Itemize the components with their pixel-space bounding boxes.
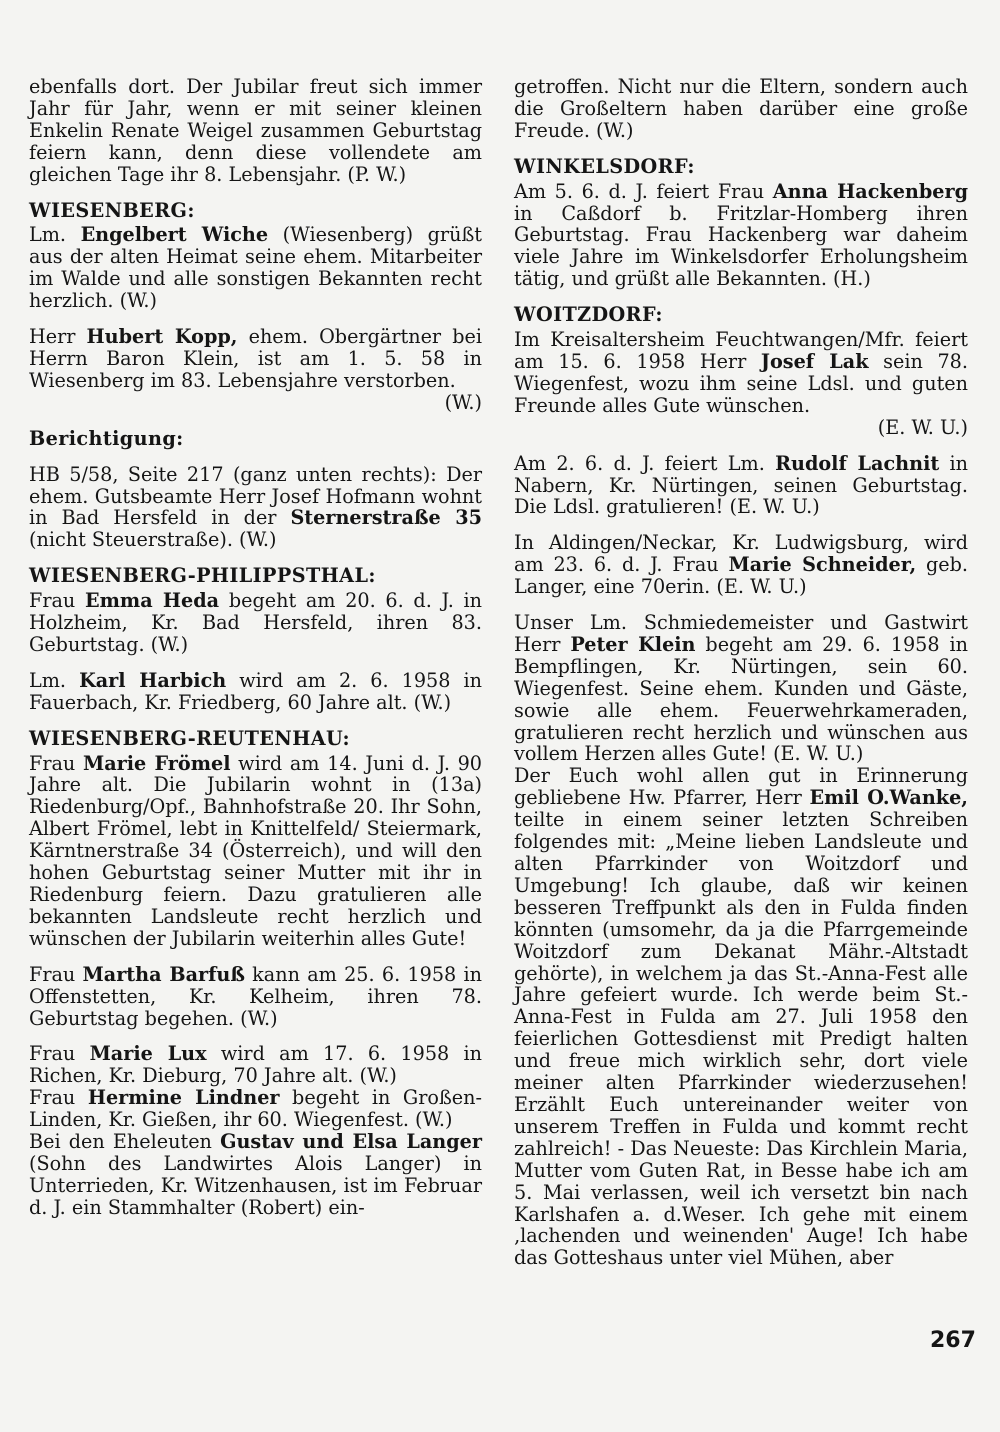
- notice-correction: HB 5/58, Seite 217 (ganz unten rechts): Der ehem. Gutsbeamte Herr Josef Hofmann wohnt in Bad Hersfeld in der Sternerstraße 35 (nicht Steuerstraße). (W.): [29, 462, 482, 552]
- heading-winkelsdorf: WINKELSDORF:: [514, 154, 695, 178]
- person-name: Karl Harbich: [79, 668, 227, 692]
- notice-emma-heda: Frau Emma Heda begeht am 20. 6. d. J. in Holzheim, Kr. Bad Hersfeld, ihren 83. Geburtstag. (W.): [29, 589, 482, 656]
- notice-gustav-elsa-langer: Bei den Eheleuten Gustav und Elsa Langer (Sohn des Landwirtes Alois Langer) in Unterrieden, Kr. Witzenhausen, ist im Februar d. J. ein Stammhalter (Robert) ein-: [29, 1130, 482, 1219]
- person-name: Hermine Lindner: [87, 1086, 280, 1110]
- heading-wiesenberg: WIESENBERG:: [29, 198, 195, 222]
- person-name: Marie Frömel: [82, 751, 231, 775]
- person-name: Rudolf Lachnit: [775, 451, 940, 475]
- person-name: Peter Klein: [570, 632, 696, 656]
- person-name: Marie Schneider,: [728, 553, 917, 577]
- notice-marie-schneider: In Aldingen/Neckar, Kr. Ludwigsburg, wird am 23. 6. d. J. Frau Marie Schneider, geb. Langer, eine 70erin. (E. W. U.): [514, 531, 968, 599]
- notice-emil-wanke: Der Euch wohl allen gut in Erinnerung gebliebene Hw. Pfarrer, Herr Emil O.Wanke, teilte in einem seiner letzten Schreiben folgendes mit: „Meine lieben Landsleute und alten Pfarrkinder von Woitzdorf und Umgebung! Ich glaube, daß wir keinen besseren Treffpunkt als den in Fulda finden könnten (umsomehr, da ja die Pfarrgemeinde Woitzdorf zum Dekanat Mähr.-Altstadt gehörte), in welchem ja das St.-Anna-Fest alle Jahre gefeiert wurde. Ich werde beim St.-Anna-Fest in Fulda am 27. Juli 1958 den feierlichen Gottesdienst mit Predigt halten und freue mich wirklich sehr, dort viele meiner alten Pfarrkinder wiederzusehen! Erzählt Euch untereinander weiter von unserem Treffen in Fulda und kommt recht zahlreich! - Das Neueste: Das Kirchlein Maria, Mutter vom Guten Rat, in Besse habe ich am 5. Mai verlassen, weil ich versetzt bin nach Karlshafen a. d.Weser. Ich gehe mit einem ‚lachenden und weinenden' Auge! Ich habe das Gotteshaus unter viel Mühen, aber: [514, 764, 968, 1270]
- heading-wiesenberg-reutenhau: WIESENBERG-REUTENHAU:: [29, 726, 350, 750]
- notice-martha-barfuss: Frau Martha Barfuß kann am 25. 6. 1958 in Offenstetten, Kr. Kelheim, ihren 78. Geburtstag begehen. (W.): [29, 962, 482, 1030]
- notice-hubert-kopp: Herr Hubert Kopp, ehem. Obergärtner bei Herrn Baron Klein, ist am 1. 5. 58 in Wiesenberg im 83. Lebensjahre verstorben. (W.): [29, 325, 482, 414]
- notice-karl-harbich: Lm. Karl Harbich wird am 2. 6. 1958 in Fauerbach, Kr. Friedberg, 60 Jahre alt. (W.): [29, 668, 483, 714]
- person-name: Marie Lux: [89, 1042, 207, 1066]
- article-continuation: [514, 76, 968, 142]
- heading-wiesenberg-philippsthal: WIESENBERG-PHILIPPSTHAL:: [29, 564, 376, 588]
- notice-peter-klein: Unser Lm. Schmiedemeister und Gastwirt Herr Peter Klein begeht am 29. 6. 1958 in Bempflingen, Kr. Nürtingen, sein 60. Wiegenfest. Seine ehem. Kunden und Gäste, sowie alle ehem. Feuerwehrkameraden, gratulieren recht herzlich und wünschen aus vollem Herzen alles Gute! (E. W. U.): [514, 611, 968, 766]
- page-number: 267: [930, 1328, 976, 1353]
- paragraph: getroffen. Nicht nur die Eltern, sondern auch die Großeltern haben darüber eine große Freude. (W.): [514, 75, 968, 142]
- notice-josef-lak: Im Kreisaltersheim Feuchtwangen/Mfr. feiert am 15. 6. 1958 Herr Josef Lak sein 78. Wiegenfest, wozu ihm seine Ldsl. und guten Freunde alles Gute wünschen. (E. W. U.): [514, 328, 968, 439]
- notice-hermine-lindner: Frau Hermine Lindner begeht in Großen-Linden, Kr. Gießen, ihr 60. Wiegenfest. (W.): [29, 1086, 482, 1132]
- street-name: Sternerstraße 35: [290, 506, 482, 530]
- article-continuation: [29, 76, 482, 186]
- person-name: Emma Heda: [84, 589, 220, 613]
- person-name: Josef Lak: [760, 349, 869, 373]
- notice-marie-froemel: Frau Marie Frömel wird am 14. Juni d. J. 90 Jahre alt. Die Jubilarin wohnt in (13a) Riedenburg/Opf., Bahnhofstraße 20. Ihr Sohn, Albert Frömel, lebt in Knittelfeld/ Steiermark, Kärntnerstraße 34 (Österreich), und will den hohen Geburtstag seiner Mutter mit ihr in Riedenburg feiern. Dazu gratulieren alle bekannten Landsleute recht herzlich und wünschen der Jubilarin weiterhin alles Gute!: [29, 751, 483, 950]
- person-name: Martha Barfuß: [82, 962, 245, 986]
- person-name: Hubert Kopp,: [86, 325, 238, 349]
- person-name: Anna Hackenberg: [772, 179, 969, 203]
- notice-rudolf-lachnit: Am 2. 6. d. J. feiert Lm. Rudolf Lachnit in Nabern, Kr. Nürtingen, seinen Geburtstag. Die Ldsl. gratulieren! (E. W. U.): [514, 451, 968, 519]
- heading-berichtigung: Berichtigung:: [29, 426, 184, 450]
- signature: (E. W. U.): [877, 415, 968, 439]
- person-name: Engelbert Wiche: [80, 223, 269, 247]
- person-name: Emil O.Wanke,: [809, 786, 968, 810]
- right-column: [514, 76, 968, 1269]
- heading-woitzdorf: WOITZDORF:: [514, 303, 663, 327]
- paragraph: ebenfalls dort. Der Jubilar freut sich immer Jahr für Jahr, wenn er mit seiner kleinen Enkelin Renate Weigel zusammen Geburtstag feiern kann, denn diese vollendete am gleichen Tage ihr 8. Lebensjahr. (P. W.): [29, 75, 482, 186]
- notice-anna-hackenberg: Am 5. 6. d. J. feiert Frau Anna Hackenberg in Caßdorf b. Fritzlar-Homberg ihren Geburtstag. Frau Hackenberg war daheim viele Jahre im Winkelsdorfer Erholungsheim tätig, und grüßt alle Bekannten. (H.): [514, 179, 969, 291]
- notice-engelbert-wiche: Lm. Engelbert Wiche (Wiesenberg) grüßt aus der alten Heimat seine ehem. Mitarbeiter im Walde und alle sonstigen Bekannten recht herzlich. (W.): [29, 223, 482, 313]
- left-column: [29, 76, 482, 1219]
- signature: (W.): [444, 390, 482, 414]
- person-name: Gustav und Elsa Langer: [220, 1130, 482, 1154]
- notice-marie-lux: Frau Marie Lux wird am 17. 6. 1958 in Richen, Kr. Dieburg, 70 Jahre alt. (W.): [29, 1042, 482, 1088]
